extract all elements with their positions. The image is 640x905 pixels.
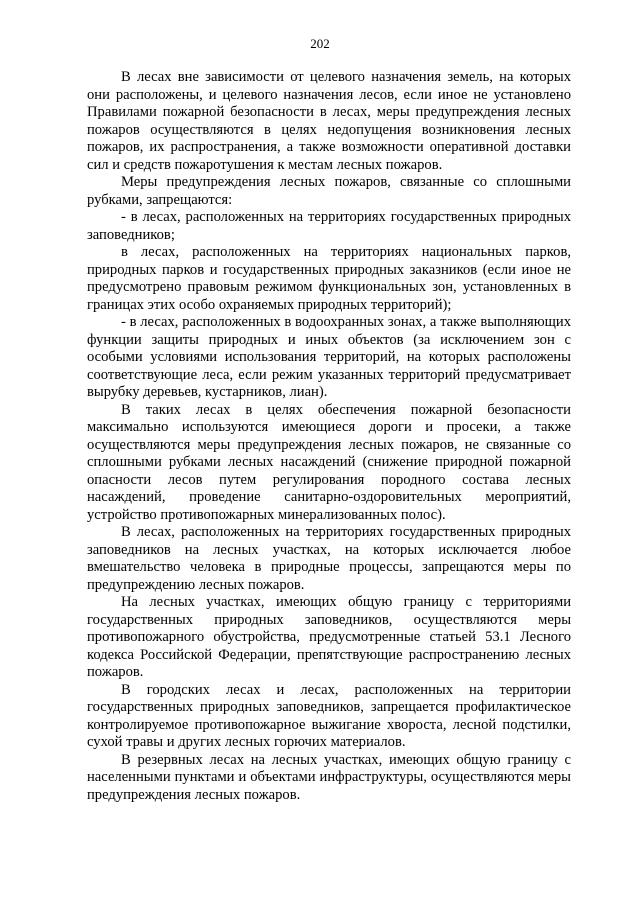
document-body bbox=[87, 69, 571, 804]
list-item-water-protection-zones: - в лесах, расположенных в водоохранных зонах, а также выполняющих функции защиты природных и иных объектов (за исключением зон с особыми условиями использования территорий, на которых расположены соответствующие леса, если режим указанных территорий предусматривает вырубку деревьев, кустарников, лиан). bbox=[87, 314, 571, 400]
paragraph-roads-and-clearings: В таких лесах в целях обеспечения пожарной безопасности максимально используются имеющиеся дороги и просеки, а также осуществляются меры предупреждения лесных пожаров, не связанные со сплошными рубками лесных насаждений (снижение природной пожарной опасности лесов путем регулирования породного состава лесных насаждений, проведение санитарно-оздоровительных мероприятий, устройство противопожарных минерализованных полос). bbox=[87, 401, 571, 523]
page-number: 202 bbox=[310, 36, 330, 51]
list-item-national-parks: в лесах, расположенных на территориях национальных парков, природных парков и государственных природных заказников (если иное не предусмотрено правовым режимом функциональных зон, установленных в границах этих особо охраняемых природных территорий); bbox=[87, 244, 571, 313]
paragraph-adjacent-plots: На лесных участках, имеющих общую границу с территориями государственных природных заповедников, осуществляются меры противопожарного обустройства, предусмотренные статьей 53.1 Лесного кодекса Российской Федерации, препятствующие распространению лесных пожаров. bbox=[87, 594, 571, 680]
list-item-state-reserves: - в лесах, расположенных на территориях государственных природных заповедников; bbox=[87, 209, 571, 243]
paragraph-reserve-forests: В резервных лесах на лесных участках, имеющих общую границу с населенными пунктами и объектами инфраструктуры, осуществляются меры предупреждения лесных пожаров. bbox=[87, 751, 571, 803]
paragraph-clear-cutting-prohibited: Меры предупреждения лесных пожаров, связанные со сплошными рубками, запрещаются: bbox=[87, 174, 571, 208]
paragraph-fire-prevention-general: В лесах вне зависимости от целевого назначения земель, на которых они расположены, и целевого назначения лесов, если иное не установлено Правилами пожарной безопасности в лесах, меры предупреждения лесных пожаров осуществляются в целях недопущения возникновения лесных пожаров, их распространения, а также возможности оперативной доставки сил и средств пожаротушения к местам лесных пожаров. bbox=[87, 69, 571, 173]
paragraph-urban-forests-burning: В городских лесах и лесах, расположенных на территории государственных природных заповедников, запрещается профилактическое контролируемое противопожарное выжигание хвороста, лесной подстилки, сухой травы и других лесных горючих материалов. bbox=[87, 681, 571, 750]
paragraph-reserve-forest-plots: В лесах, расположенных на территориях государственных природных заповедников на лесных участках, на которых исключается любое вмешательство человека в природные процессы, запрещаются меры по предупреждению лесных пожаров. bbox=[87, 524, 571, 593]
